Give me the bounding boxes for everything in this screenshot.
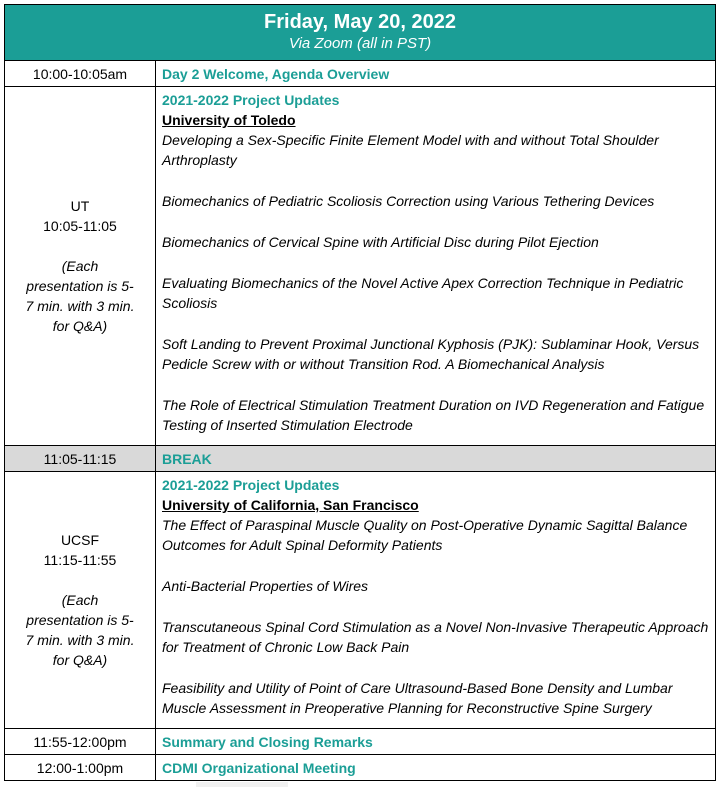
- ucsf-note-line: presentation is 5-: [26, 612, 134, 628]
- day-subtitle: Via Zoom (all in PST): [288, 35, 432, 52]
- ucsf-session-row: [5, 472, 716, 729]
- summary-row: [5, 729, 716, 755]
- ut-session-row: [5, 87, 716, 446]
- header-cell: [5, 5, 716, 61]
- break-row: [5, 446, 716, 472]
- ucsf-note-line: (Each: [61, 592, 99, 608]
- ucsf-content: [156, 472, 716, 729]
- agenda-header: [5, 5, 716, 61]
- welcome-label: Day 2 Welcome, Agenda Overview: [156, 61, 716, 87]
- ut-note-line: (Each: [61, 258, 99, 274]
- agenda-table: [4, 4, 716, 781]
- day-title: Friday, May 20, 2022: [264, 11, 456, 33]
- ut-note-line: for Q&A): [52, 318, 108, 334]
- talk-title: Biomechanics of Pediatric Scoliosis Correction using Various Tethering Devices: [162, 193, 655, 209]
- talk-title: Soft Landing to Prevent Proximal Junctional Kyphosis (PJK): Sublaminar Hook, Versus Pedicle Screw with or without Transition Rod. A Biomechanical Analysis: [162, 336, 700, 372]
- cdmi-label: CDMI Organizational Meeting: [156, 755, 716, 781]
- talk-title: Anti-Bacterial Properties of Wires: [162, 578, 369, 594]
- break-time: 11:05-11:15: [5, 446, 156, 472]
- scroll-strip: [196, 782, 288, 787]
- ucsf-note: [26, 590, 135, 670]
- welcome-row: [5, 61, 716, 87]
- ucsf-note-line: for Q&A): [52, 652, 108, 668]
- ucsf-note-line: 7 min. with 3 min.: [25, 632, 135, 648]
- ucsf-time-label: UCSF: [60, 532, 100, 548]
- talk-title: Transcutaneous Spinal Cord Stimulation as a Novel Non-Invasive Therapeutic Approach for Treatment of Chronic Low Back Pain: [162, 619, 709, 655]
- ucsf-section-title: 2021-2022 Project Updates: [162, 477, 340, 493]
- ut-content: [156, 87, 716, 446]
- summary-time: 11:55-12:00pm: [5, 729, 156, 755]
- ut-note-line: 7 min. with 3 min.: [25, 298, 135, 314]
- ut-section-title: 2021-2022 Project Updates: [162, 92, 340, 108]
- cdmi-time: 12:00-1:00pm: [5, 755, 156, 781]
- talk-title: Biomechanics of Cervical Spine with Artificial Disc during Pilot Ejection: [162, 234, 599, 250]
- ucsf-institution: University of California, San Francisco: [162, 497, 419, 513]
- ut-note: [26, 256, 135, 336]
- ut-time-range: 10:05-11:05: [43, 218, 117, 234]
- ut-time-label: UT: [70, 198, 90, 214]
- talk-title: The Effect of Paraspinal Muscle Quality on Post-Operative Dynamic Sagittal Balance Outcomes for Adult Spinal Deformity Patients: [162, 517, 688, 553]
- welcome-time: 10:00-10:05am: [5, 61, 156, 87]
- cdmi-row: [5, 755, 716, 781]
- ucsf-time-range: 11:15-11:55: [43, 552, 117, 568]
- talk-title: Feasibility and Utility of Point of Care Ultrasound-Based Bone Density and Lumbar Muscle Assessment in Preoperative Planning for Reconstructive Spine Surgery: [162, 680, 673, 716]
- talk-title: Evaluating Biomechanics of the Novel Active Apex Correction Technique in Pediatric Scoliosis: [162, 275, 684, 311]
- break-label: BREAK: [156, 446, 716, 472]
- summary-label: Summary and Closing Remarks: [156, 729, 716, 755]
- ut-time-cell: [5, 87, 156, 446]
- ut-note-line: presentation is 5-: [26, 278, 134, 294]
- talk-title: Developing a Sex-Specific Finite Element Model with and without Total Shoulder Arthroplasty: [162, 132, 659, 168]
- ut-institution: University of Toledo: [162, 112, 296, 128]
- talk-title: The Role of Electrical Stimulation Treatment Duration on IVD Regeneration and Fatigue Testing of Inserted Stimulation Electrode: [162, 397, 705, 433]
- ucsf-time-cell: [5, 472, 156, 729]
